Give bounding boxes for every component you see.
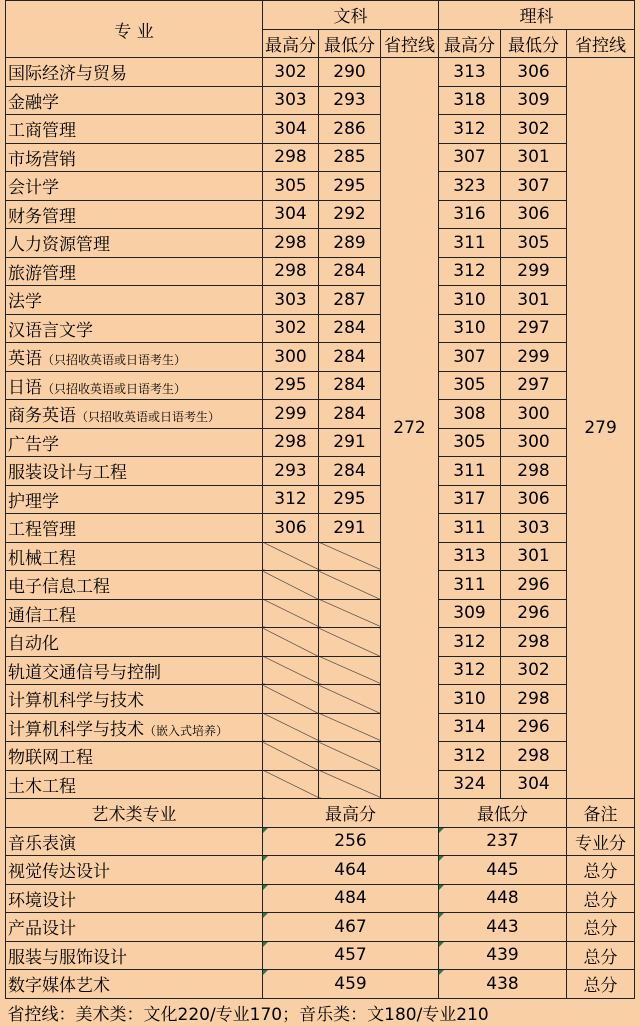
art-header-row	[6, 799, 635, 828]
table-row	[6, 542, 635, 571]
art-major-name: 服装与服饰设计	[6, 941, 263, 970]
major-name	[6, 143, 263, 172]
like-min-score: 306	[501, 485, 567, 514]
major-name-text: 工商管理	[8, 121, 76, 142]
major-name-text: 土木工程	[8, 776, 76, 797]
major-name-text: 市场营销	[8, 149, 76, 170]
like-min-score: 296	[501, 599, 567, 628]
major-name	[6, 514, 263, 543]
wenke-max-score: 298	[263, 257, 319, 286]
like-max-score: 305	[439, 428, 501, 457]
wenke-max-score: 298	[263, 428, 319, 457]
like-min-score: 306	[501, 200, 567, 229]
like-max-score: 313	[439, 58, 501, 87]
wenke-max-score: 305	[263, 172, 319, 201]
empty-slash-cell	[319, 685, 381, 714]
like-max-score: 310	[439, 286, 501, 315]
major-name-text: 计算机科学与技术	[8, 719, 144, 740]
like-min-score: 300	[501, 400, 567, 429]
like-max-score: 312	[439, 115, 501, 144]
empty-slash-cell	[263, 542, 319, 571]
wenke-max-score: 300	[263, 343, 319, 372]
art-major-name: 环境设计	[6, 884, 263, 913]
wenke-min-score: 290	[319, 58, 381, 87]
wenke-min-score: 291	[319, 514, 381, 543]
major-name-text: 金融学	[8, 92, 59, 113]
major-name	[6, 428, 263, 457]
table-row	[6, 200, 635, 229]
table-row	[6, 457, 635, 486]
wenke-control-line: 272	[381, 58, 439, 799]
empty-slash-cell	[263, 571, 319, 600]
major-name	[6, 343, 263, 372]
like-max-score: 314	[439, 713, 501, 742]
like-min-score: 307	[501, 172, 567, 201]
wenke-max-score: 304	[263, 200, 319, 229]
wenke-max-score: 303	[263, 286, 319, 315]
like-max-score: 310	[439, 314, 501, 343]
table-row	[6, 58, 635, 87]
table-row	[6, 856, 635, 885]
major-name-text: 工程管理	[8, 520, 76, 541]
major-name	[6, 58, 263, 87]
table-row	[6, 599, 635, 628]
wenke-control-header: 省控线	[381, 29, 439, 58]
like-max-score: 316	[439, 200, 501, 229]
art-min-score: 439	[439, 941, 567, 970]
table-row	[6, 428, 635, 457]
like-min-score: 306	[501, 58, 567, 87]
empty-slash-cell	[319, 713, 381, 742]
art-min-score: 237	[439, 827, 567, 856]
major-name	[6, 200, 263, 229]
wenke-min-score: 287	[319, 286, 381, 315]
like-max-score: 309	[439, 599, 501, 628]
major-name-text: 电子信息工程	[8, 577, 110, 598]
like-min-score: 304	[501, 770, 567, 799]
art-max-score: 457	[263, 941, 439, 970]
empty-slash-cell	[319, 628, 381, 657]
art-remark: 总分	[567, 884, 635, 913]
major-name	[6, 257, 263, 286]
wenke-min-score: 284	[319, 257, 381, 286]
like-max-score: 324	[439, 770, 501, 799]
art-min-score: 443	[439, 913, 567, 942]
wenke-min-score: 286	[319, 115, 381, 144]
art-remark: 总分	[567, 970, 635, 999]
table-row	[6, 257, 635, 286]
header-row-1	[6, 1, 635, 30]
control-line-footnote: 省控线：美术类：文化220/专业170；音乐类：文180/专业210	[7, 1004, 489, 1025]
art-min-score: 438	[439, 970, 567, 999]
art-max-score: 256	[263, 827, 439, 856]
like-min-header: 最低分	[501, 29, 567, 58]
art-min-header: 最低分	[439, 799, 567, 828]
empty-slash-cell	[319, 770, 381, 799]
like-min-score: 296	[501, 571, 567, 600]
art-remark: 专业分	[567, 827, 635, 856]
major-name	[6, 371, 263, 400]
empty-slash-cell	[319, 742, 381, 771]
major-name	[6, 542, 263, 571]
empty-slash-cell	[319, 571, 381, 600]
major-name-text: 法学	[8, 292, 42, 313]
major-name	[6, 172, 263, 201]
major-name	[6, 628, 263, 657]
art-major-name: 音乐表演	[6, 827, 263, 856]
major-name	[6, 685, 263, 714]
major-name-text: 自动化	[8, 634, 59, 655]
like-max-score: 313	[439, 542, 501, 571]
art-max-score: 459	[263, 970, 439, 999]
wenke-min-score: 295	[319, 172, 381, 201]
like-max-score: 317	[439, 485, 501, 514]
like-max-score: 323	[439, 172, 501, 201]
art-major-name: 产品设计	[6, 913, 263, 942]
like-min-score: 299	[501, 343, 567, 372]
like-min-score: 301	[501, 286, 567, 315]
empty-slash-cell	[263, 685, 319, 714]
art-max-score: 467	[263, 913, 439, 942]
wenke-max-score: 298	[263, 229, 319, 258]
major-name-text: 日语	[8, 377, 42, 398]
wenke-max-header: 最高分	[263, 29, 319, 58]
table-row	[6, 286, 635, 315]
like-max-score: 312	[439, 656, 501, 685]
major-note: （只招收英语或日语考生）	[42, 381, 187, 396]
table-row	[6, 913, 635, 942]
like-max-score: 311	[439, 514, 501, 543]
like-max-score: 312	[439, 257, 501, 286]
major-note: （只招收英语或日语考生）	[76, 410, 221, 425]
like-min-score: 300	[501, 428, 567, 457]
table-row	[6, 143, 635, 172]
table-row	[6, 970, 635, 999]
like-max-score: 307	[439, 343, 501, 372]
footer-row	[6, 998, 635, 1026]
table-row	[6, 742, 635, 771]
like-min-score: 305	[501, 229, 567, 258]
table-row	[6, 229, 635, 258]
table-row	[6, 115, 635, 144]
wenke-max-score: 293	[263, 457, 319, 486]
major-name	[6, 713, 263, 742]
like-max-score: 312	[439, 742, 501, 771]
major-name-text: 汉语言文学	[8, 320, 93, 341]
table-row	[6, 656, 635, 685]
art-max-score: 464	[263, 856, 439, 885]
like-max-score: 310	[439, 685, 501, 714]
major-header: 专 业	[6, 1, 263, 58]
wenke-min-score: 295	[319, 485, 381, 514]
art-remark-header: 备注	[567, 799, 635, 828]
table-row	[6, 713, 635, 742]
like-min-score: 298	[501, 457, 567, 486]
art-major-name: 数字媒体艺术	[6, 970, 263, 999]
major-name-text: 计算机科学与技术	[8, 691, 144, 712]
table-row	[6, 485, 635, 514]
wenke-max-score: 312	[263, 485, 319, 514]
wenke-min-score: 292	[319, 200, 381, 229]
wenke-max-score: 295	[263, 371, 319, 400]
art-remark: 总分	[567, 856, 635, 885]
major-name-text: 广告学	[8, 434, 59, 455]
like-max-score: 311	[439, 457, 501, 486]
wenke-min-score: 284	[319, 457, 381, 486]
like-min-score: 296	[501, 713, 567, 742]
wenke-min-score: 289	[319, 229, 381, 258]
major-name	[6, 400, 263, 429]
major-name	[6, 286, 263, 315]
major-name-text: 通信工程	[8, 605, 76, 626]
major-name	[6, 457, 263, 486]
like-control-line: 279	[567, 58, 635, 799]
table-row	[6, 371, 635, 400]
table-row	[6, 941, 635, 970]
major-name	[6, 571, 263, 600]
admission-score-table	[5, 0, 635, 1026]
wenke-min-score: 284	[319, 371, 381, 400]
wenke-min-header: 最低分	[319, 29, 381, 58]
empty-slash-cell	[263, 770, 319, 799]
empty-slash-cell	[263, 656, 319, 685]
like-min-score: 298	[501, 742, 567, 771]
like-min-score: 309	[501, 86, 567, 115]
like-max-score: 318	[439, 86, 501, 115]
wenke-header: 文科	[263, 1, 439, 30]
table-row	[6, 685, 635, 714]
art-min-score: 448	[439, 884, 567, 913]
like-min-score: 302	[501, 656, 567, 685]
wenke-max-score: 304	[263, 115, 319, 144]
like-min-score: 302	[501, 115, 567, 144]
wenke-max-score: 299	[263, 400, 319, 429]
empty-slash-cell	[319, 542, 381, 571]
like-min-score: 299	[501, 257, 567, 286]
major-name	[6, 229, 263, 258]
like-max-score: 312	[439, 628, 501, 657]
like-max-score: 308	[439, 400, 501, 429]
empty-slash-cell	[263, 628, 319, 657]
table-row	[6, 628, 635, 657]
like-max-score: 307	[439, 143, 501, 172]
table-row	[6, 400, 635, 429]
table-row	[6, 86, 635, 115]
major-name-text: 物联网工程	[8, 748, 93, 769]
like-min-score: 298	[501, 685, 567, 714]
like-max-score: 305	[439, 371, 501, 400]
table-row	[6, 770, 635, 799]
like-min-score: 297	[501, 314, 567, 343]
major-name	[6, 656, 263, 685]
art-remark: 总分	[567, 913, 635, 942]
major-name-text: 人力资源管理	[8, 235, 110, 256]
wenke-min-score: 291	[319, 428, 381, 457]
art-remark: 总分	[567, 941, 635, 970]
wenke-max-score: 298	[263, 143, 319, 172]
table-row	[6, 514, 635, 543]
empty-slash-cell	[319, 599, 381, 628]
major-name-text: 国际经济与贸易	[8, 64, 127, 85]
art-max-header: 最高分	[263, 799, 439, 828]
wenke-max-score: 302	[263, 314, 319, 343]
like-max-score: 311	[439, 229, 501, 258]
major-name	[6, 86, 263, 115]
table-row	[6, 884, 635, 913]
like-min-score: 301	[501, 542, 567, 571]
major-name	[6, 742, 263, 771]
major-name-text: 机械工程	[8, 548, 76, 569]
major-note: （嵌入式培养）	[144, 723, 229, 738]
major-name-text: 财务管理	[8, 206, 76, 227]
major-name	[6, 485, 263, 514]
like-min-score: 303	[501, 514, 567, 543]
empty-slash-cell	[263, 713, 319, 742]
empty-slash-cell	[319, 656, 381, 685]
wenke-min-score: 285	[319, 143, 381, 172]
major-name	[6, 115, 263, 144]
art-major-name: 视觉传达设计	[6, 856, 263, 885]
major-name-text: 旅游管理	[8, 263, 76, 284]
art-min-score: 445	[439, 856, 567, 885]
like-min-score: 298	[501, 628, 567, 657]
major-name	[6, 770, 263, 799]
like-min-score: 301	[501, 143, 567, 172]
table-row	[6, 343, 635, 372]
wenke-min-score: 284	[319, 343, 381, 372]
empty-slash-cell	[263, 599, 319, 628]
major-note: （只招收英语或日语考生）	[42, 353, 187, 368]
major-name-text: 服装设计与工程	[8, 463, 127, 484]
table-row	[6, 827, 635, 856]
table-row	[6, 172, 635, 201]
empty-slash-cell	[263, 742, 319, 771]
wenke-max-score: 303	[263, 86, 319, 115]
art-major-header: 艺术类专业	[6, 799, 263, 828]
wenke-min-score: 284	[319, 400, 381, 429]
major-name-text: 英语	[8, 349, 42, 370]
table-row	[6, 314, 635, 343]
major-name	[6, 314, 263, 343]
major-name-text: 商务英语	[8, 406, 76, 427]
art-max-score: 484	[263, 884, 439, 913]
wenke-max-score: 306	[263, 514, 319, 543]
like-max-header: 最高分	[439, 29, 501, 58]
wenke-min-score: 284	[319, 314, 381, 343]
major-name	[6, 599, 263, 628]
wenke-min-score: 293	[319, 86, 381, 115]
major-name-text: 护理学	[8, 491, 59, 512]
major-name-text: 轨道交通信号与控制	[8, 662, 161, 683]
like-header: 理科	[439, 1, 635, 30]
wenke-max-score: 302	[263, 58, 319, 87]
table-row	[6, 571, 635, 600]
major-name-text: 会计学	[8, 178, 59, 199]
like-max-score: 311	[439, 571, 501, 600]
like-control-header: 省控线	[567, 29, 635, 58]
like-min-score: 297	[501, 371, 567, 400]
